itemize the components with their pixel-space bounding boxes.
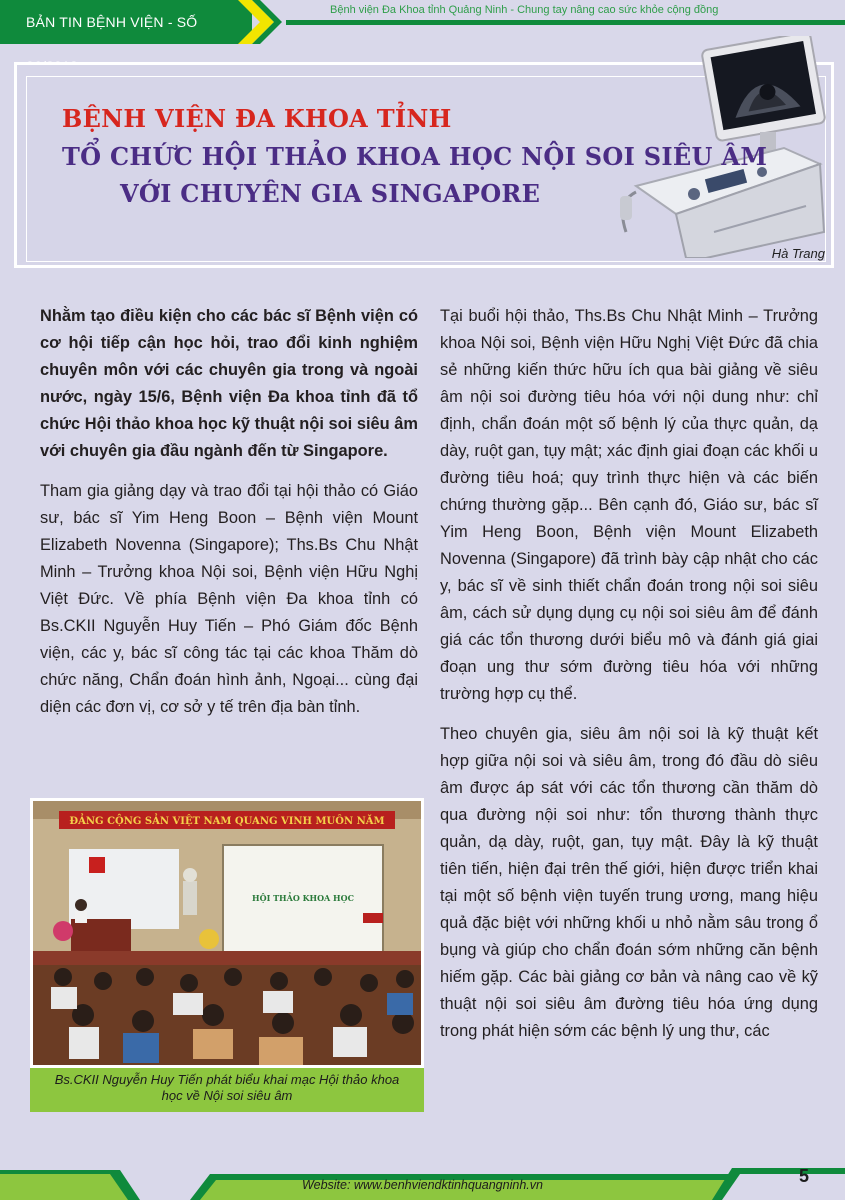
photo-caption: Bs.CKII Nguyễn Huy Tiến phát biểu khai mạc Hội thảo khoa học về Nội soi siêu âm (30, 1068, 424, 1112)
conference-photo (30, 798, 424, 1068)
lead-paragraph: Nhằm tạo điều kiện cho các bác sĩ Bệnh viện có cơ hội tiếp cận học hỏi, trao đổi kinh nghiệm chuyên môn với các chuyên gia trong và ngoài nước, ngày 15/6, Bệnh viện Đa khoa tỉnh đã tổ chức Hội thảo khoa học kỹ thuật nội soi siêu âm với chuyên gia đầu ngành đến từ Singapore. (40, 307, 418, 460)
issue-label: BẢN TIN BỆNH VIỆN - SỐ (26, 14, 198, 30)
title-line-3: VỚI CHUYÊN GIA SINGAPORE (120, 179, 541, 208)
header-tagline: Bệnh viện Đa Khoa tỉnh Quảng Ninh - Chung tay nâng cao sức khỏe cộng đồng (330, 4, 719, 16)
header-rule (286, 20, 845, 25)
photo-screen-text: HỘI THẢO KHOA HỌC (252, 893, 354, 903)
page-number: 5 (798, 1166, 809, 1186)
author-byline: Hà Trang (771, 246, 825, 261)
footer-website: Website: www.benhviendktinhquangninh.vn (302, 1178, 543, 1192)
body-paragraph-1: Tham gia giảng dạy và trao đổi tại hội thảo có Giáo sư, bác sĩ Yim Heng Boon – Bệnh viện Mount Elizabeth Novenna (Singapore); Ths.Bs Chu Nhật Minh – Trưởng khoa Nội soi, Bệnh viện Hữu Nghị Việt Đức. Về phía Bệnh viện Đa khoa tỉnh có Bs.CKII Nguyễn Huy Tiến – Phó Giám đốc Bệnh viện, các y, bác sĩ công tác tại các khoa Thăm dò chức năng, Chẩn đoán hình ảnh, Ngoại... cùng đại diện các đơn vị, cơ sở y tế trên địa bàn tỉnh. (40, 482, 418, 716)
body-paragraph-2: Tại buổi hội thảo, Ths.Bs Chu Nhật Minh – Trưởng khoa Nội soi, Bệnh viện Hữu Nghị Việt Đức đã chia sẻ những kiến thức hữu ích qua bài giảng về siêu âm nội soi đường tiêu hóa với nội dung như: chỉ định, chẩn đoán một số bệnh lý của thực quản, dạ dày, ruột gan, tụy mật; xác định giai đoạn các khối u đường tiêu hoá; quy trình thực hiện và các biến chứng thường gặp... Bên cạnh đó, Giáo sư, bác sĩ Yim Heng Boon, Bệnh viện Mount Elizabeth Novenna (Singapore) đã trình bày cập nhật cho các y, bác sĩ về sinh thiết chẩn đoán trong nội soi siêu âm, cách sử dụng dụng cụ nội soi siêu âm để đánh giá các tổn thương dưới biểu mô và đánh giá giai đoạn ung thư sớm đường tiêu hóa với những trường hợp cụ thể. (440, 307, 818, 703)
left-column (40, 303, 418, 734)
body-paragraph-3: Theo chuyên gia, siêu âm nội soi là kỹ thuật kết hợp giữa nội soi và siêu âm, trong đó đầu dò siêu âm được áp sát với các tổn thương cần thăm dò qua đường nội soi như: tổn thương thành thực quản, dạ dày, ruột, gan, tụy mật. Đây là kỹ thuật tiên tiến, hiện đại trên thế giới, hiện được triển khai tại một số bệnh viện tuyến trung ương, mang hiệu quả đặc biệt với những khối u nhỏ nằm sâu trong ổ bụng và giúp cho chẩn đoán sớm những căn bệnh hiếm gặp. Các bài giảng cơ bản và nâng cao về kỹ thuật nội soi siêu âm đường tiêu hóa ứng dụng trong phát hiện sớm các bệnh lý ung thư, các (440, 725, 818, 1040)
right-column (440, 303, 818, 1058)
title-line-1: BỆNH VIỆN ĐA KHOA TỈNH (62, 104, 452, 133)
title-line-2: TỔ CHỨC HỘI THẢO KHOA HỌC NỘI SOI SIÊU ÂM (62, 142, 768, 171)
photo-banner-text: ĐẢNG CỘNG SẢN VIỆT NAM QUANG VINH MUÔN NĂM (69, 816, 385, 827)
